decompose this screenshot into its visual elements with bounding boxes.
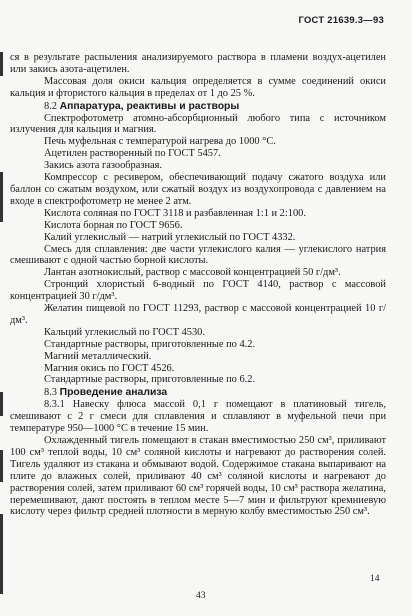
paragraph: Кислота борная по ГОСТ 9656.	[44, 219, 183, 231]
paragraph: Магний металлический.	[44, 350, 152, 362]
paragraph: Охлажденный тигель помещают в стакан вместимостью 250 см³, приливают 100 см³ теплой воды, 10 см³ соляной кислоты и нагревают до растворения солей. Тигель удаляют из стакана и обмывают водой. Содержимое стакана выпаривают на плите до влажных солей, приливают 40 см³ соляной кислоты и нагревают до растворения солей, затем приливают 60 см³ горячей воды, 10 см³ раствора желатина, перемешивают, дают постоять в теплом месте 5—7 мин и фильтруют кремниевую кислоту через фильтр средней плотности в мерную колбу вместимостью 250 см³.	[10, 435, 386, 518]
margin-mark	[0, 514, 3, 594]
document-body	[10, 52, 386, 518]
paragraph: Кальций углекислый по ГОСТ 4530.	[44, 326, 205, 338]
page-number: 43	[196, 591, 206, 601]
margin-mark	[0, 450, 3, 482]
paragraph: Массовая доля окиси кальция определяется в сумме соединений окиси кальция и фтористого кальция в пределах от 1 до 25 %.	[10, 75, 386, 99]
paragraph: Лантан азотнокислый, раствор с массовой концентрацией 50 г/дм³.	[44, 267, 341, 279]
paragraph: Магния окись по ГОСТ 4526.	[44, 362, 175, 374]
margin-mark	[0, 52, 3, 76]
margin-mark	[0, 392, 3, 416]
paragraph: Печь муфельная с температурой нагрева до 1000 °С.	[44, 136, 276, 148]
paragraph: Ацетилен растворенный по ГОСТ 5457.	[44, 148, 221, 160]
section-number: 8.3	[44, 387, 57, 399]
margin-mark	[0, 172, 3, 222]
paragraph: ся в результате распыления анализируемого раствора в пламени воздух-ацетилен или закись азота-ацетилен.	[10, 52, 386, 75]
paragraph: Смесь для сплавления: две части углекислого калия — углекислого натрия смешивают с одной частью борной кислоты.	[10, 243, 386, 267]
paragraph: Стронций хлористый 6-водный по ГОСТ 4140, раствор с массовой концентрацией 30 г/дм³.	[10, 279, 386, 303]
section-heading-8-3	[10, 387, 386, 399]
section-title: Аппаратура, реактивы и растворы	[59, 100, 240, 112]
section-title: Проведение анализа	[59, 387, 168, 399]
paragraph: Закись азота газообразная.	[44, 160, 163, 172]
paragraph: Стандартные растворы, приготовленные по 4.2.	[44, 338, 256, 350]
paragraph: Желатин пищевой по ГОСТ 11293, раствор с массовой концентрацией 10 г/дм³.	[10, 303, 386, 326]
paragraph: Компрессор с ресивером, обеспечивающий подачу сжатого воздуха или баллон со сжатым воздухом, или сжатый воздух из воздухопровода с давлением на входе в спектрофотометр не менее 2 атм.	[10, 172, 386, 207]
section-heading-8-2	[10, 101, 386, 113]
paragraph: Стандартные растворы, приготовленные по 6.2.	[44, 374, 256, 386]
section-number: 8.2	[44, 100, 57, 112]
document-code: ГОСТ 21639.3—93	[298, 14, 384, 25]
paragraph: Кислота соляная по ГОСТ 3118 и разбавленная 1:1 и 2:100.	[44, 207, 306, 219]
paragraph: Калий углекислый — натрий углекислый по ГОСТ 4332.	[44, 231, 296, 243]
paragraph: Спектрофотометр атомно-абсорбционный любого типа с источником излучения для кальция и магния.	[10, 112, 386, 136]
paragraph: 8.3.1 Навеску флюса массой 0,1 г помещают в платиновый тигель, смешивают с 2 г смеси для сплавления и сплавляют в муфельной печи при температуре 950—1000 °С в течение 15 мин.	[10, 399, 386, 435]
side-number: 14	[370, 574, 380, 584]
